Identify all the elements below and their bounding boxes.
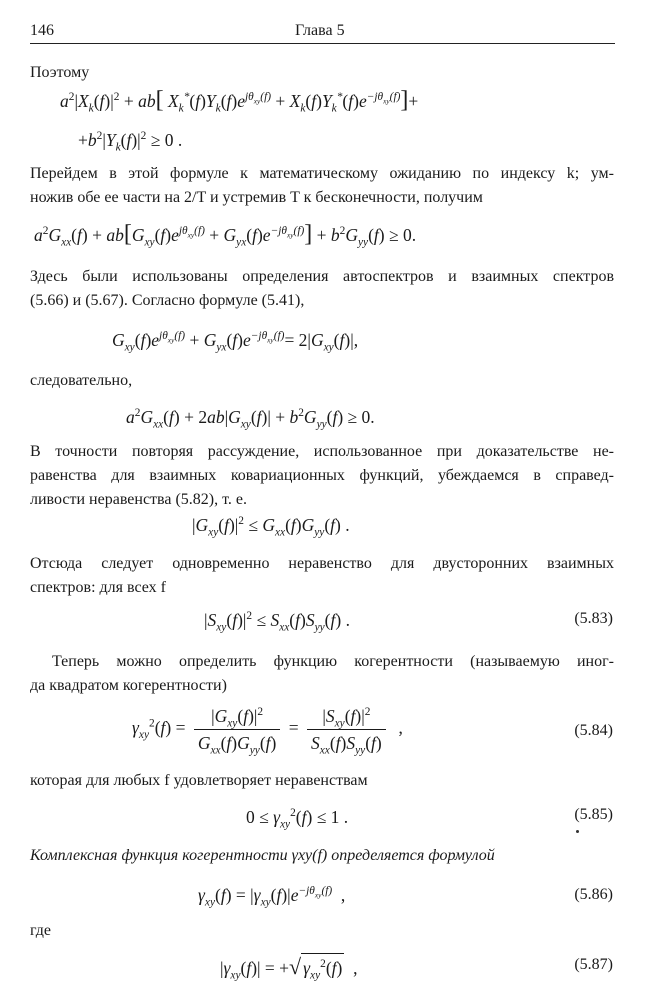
page-header xyxy=(30,22,615,44)
chapter-title: Глава 5 xyxy=(295,22,345,39)
paragraph-coherence-definition xyxy=(30,650,614,698)
equation-number: (5.87) xyxy=(574,956,613,973)
paragraph-satisfies: которая для любых f удовлетворяет неравенствам xyxy=(30,772,368,789)
paragraph-complex-coherence: Комплексная функция когерентности γxy(f) определяется формулой xyxy=(30,847,495,864)
paragraph-repeating-argument xyxy=(30,440,614,512)
paragraph-expectation xyxy=(30,162,614,210)
equation-number: (5.85) xyxy=(574,806,613,823)
text-line: Теперь можно определить функцию когерентности (называемую иног- xyxy=(52,653,614,670)
text-line: равенства для взаимных ковариационных функций, убеждаемся в справед- xyxy=(30,467,614,484)
equation-5-84: $\gamma_{xy}^2(f)$ = $\frac{|G_{xy}(f)|^2}{G_{xx}(f)G_{yy}(f)}$ = $\frac{|S_{xy}(f)|^2}{S_{xx}(f)S_{yy}(f)}$ , xyxy=(132,706,403,757)
paragraph-therefore: Поэтому xyxy=(30,64,90,81)
equation-5: $|G_{xy}(f)|^2 \le G_{xx}(f)G_{yy}(f)$ . xyxy=(192,515,350,539)
text-line: Здесь были использованы определения автоспектров и взаимных спектров xyxy=(30,268,614,285)
page-number: 146 xyxy=(30,22,54,39)
paragraph-consequently: следовательно, xyxy=(30,372,133,389)
text-line: (5.66) и (5.67). Согласно формуле (5.41), xyxy=(30,292,305,309)
paragraph-definitions xyxy=(30,265,614,313)
text-line: ливости неравенства (5.82), т. е. xyxy=(30,491,248,508)
stray-dot xyxy=(576,830,579,833)
paragraph-two-sided-spectra xyxy=(30,552,614,600)
equation-5-85: $0 \le \gamma_{xy}^2(f) \le 1$ . xyxy=(246,807,349,831)
text-line: да квадратом когерентности) xyxy=(30,677,227,694)
text-line: Отсюда следует одновременно неравенство для двусторонних взаимных xyxy=(30,555,614,572)
text-line: Перейдем в этой формуле к математическому ожиданию по индексу k; ум- xyxy=(30,165,614,182)
paragraph-where: где xyxy=(30,922,52,939)
equation-2: $a^2G_{xx}(f) + ab[G_{xy}(f)e^{j\theta_{xy}(f)} + G_{yx}(f)e^{-j\theta_{xy}(f)}] + b^2G_{yy}(f) \ge 0$. xyxy=(34,221,417,249)
equation-number: (5.84) xyxy=(574,722,613,739)
header-rule xyxy=(30,43,615,44)
fraction: $\frac{|S_{xy}(f)|^2}{S_{xx}(f)S_{yy}(f)}$ xyxy=(307,705,386,754)
equation-3: $G_{xy}(f)e^{j\theta_{xy}(f)} + G_{yx}(f)e^{-j\theta_{xy}(f)}= 2|G_{xy}(f)|$, xyxy=(112,330,359,354)
equation-5-83: $|S_{xy}(f)|^2 \le S_{xx}(f)S_{yy}(f)$ . xyxy=(204,610,350,634)
equation-number: (5.83) xyxy=(574,610,613,627)
equation-number: (5.86) xyxy=(574,886,613,903)
text-line: В точности повторяя рассуждение, использованное при доказательстве не- xyxy=(30,443,614,460)
equation-4: $a^2G_{xx}(f) + 2ab|G_{xy}(f)| + b^2G_{yy}(f) \ge 0$. xyxy=(126,407,375,431)
equation-1-line-2: $+b^2|Y_k(f)|^2 \ge 0$ . xyxy=(78,130,183,154)
text-line: ножив обе ее части на 2/T и устремив T к бесконечности, получим xyxy=(30,189,483,206)
equation-1-line-1: $a^2|X_k(f)|^2 + ab$[ $X_k^*(f)Y_k(f)e^{j\theta_{xy}(f)} + X_k(f)Y_k^*(f)e^{-j\theta_{xy}(f)}]+$ xyxy=(60,87,419,115)
equation-5-86: $\gamma_{xy}(f) = |\gamma_{xy}(f)|e^{-j\theta_{xy}(f)}$ , xyxy=(198,885,346,909)
fraction: $\frac{|G_{xy}(f)|^2}{G_{xx}(f)G_{yy}(f)}$ xyxy=(194,705,281,754)
text-line: спектров: для всех f xyxy=(30,579,166,596)
equation-5-87: $|\gamma_{xy}(f)|$ = +√ $\gamma_{xy}^2(f)$ , xyxy=(220,954,358,982)
